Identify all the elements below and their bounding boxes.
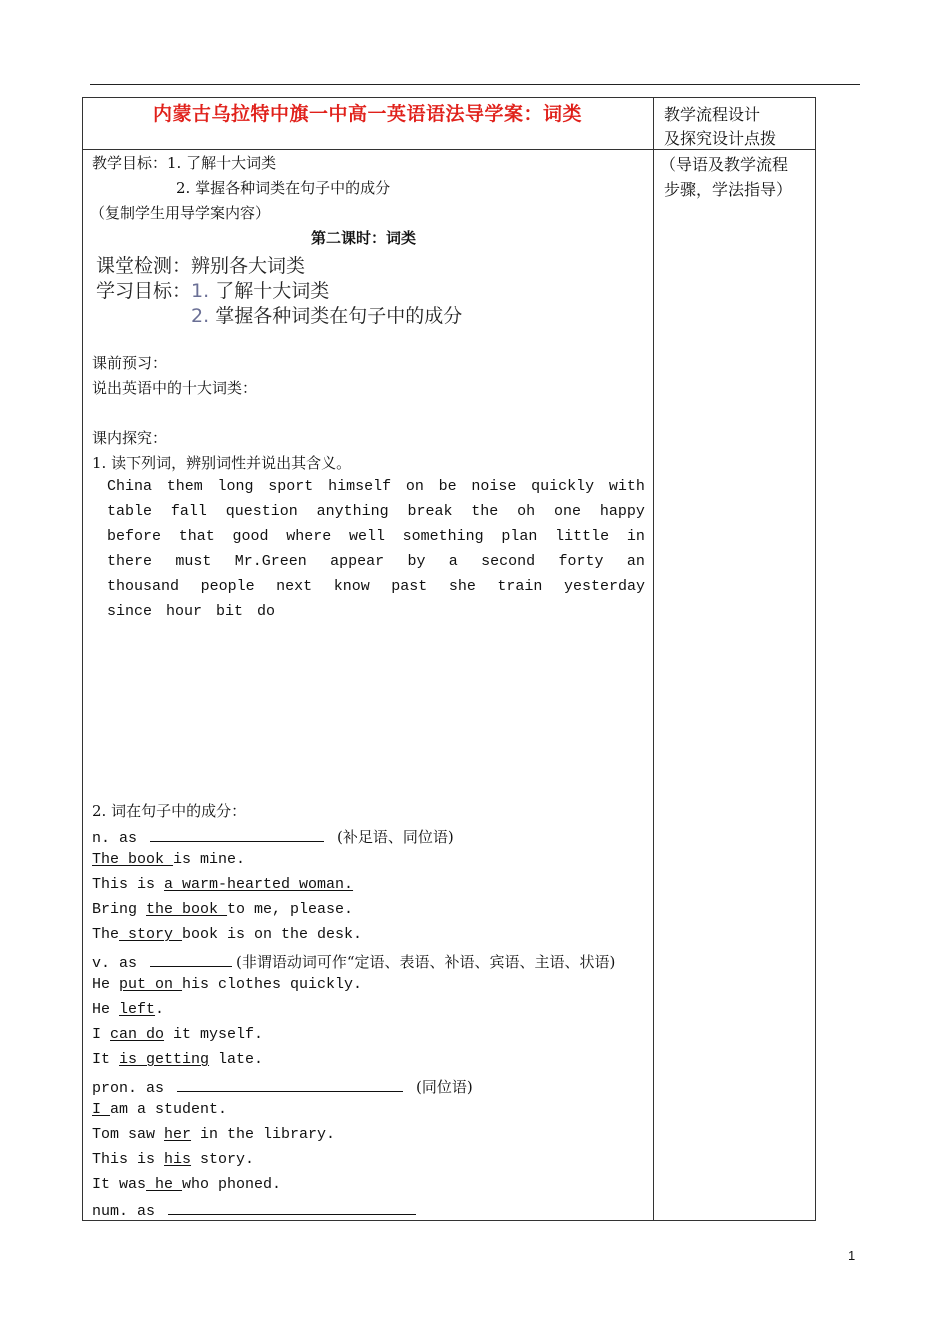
verb-note: (非谓语动词可作“定语、表语、补语、宾语、主语、状语) <box>236 953 616 971</box>
image-line3-num: 2. <box>191 305 210 327</box>
word-row-1 <box>107 478 645 495</box>
pron-example-3 <box>92 1151 254 1168</box>
page-title: 内蒙古乌拉特中旗一中高一英语语法导学案：词类 <box>152 103 582 125</box>
word: people <box>200 578 255 595</box>
verb-example-2 <box>92 1001 164 1018</box>
example-text: This is <box>92 1151 165 1168</box>
word: the <box>471 503 499 520</box>
side-note-line2: 步骤，学法指导） <box>664 180 793 199</box>
word: yesterday <box>563 578 645 595</box>
example-text: am a student. <box>110 1101 228 1118</box>
image-line3 <box>191 301 462 328</box>
word: question <box>225 503 298 520</box>
lesson-title: 第二课时：词类 <box>311 229 417 247</box>
noun-line <box>92 826 454 847</box>
word-row-2 <box>107 503 645 520</box>
word: do <box>257 603 276 620</box>
verb-blank[interactable] <box>150 952 232 967</box>
word: second <box>481 553 536 570</box>
pron-example-4 <box>92 1176 281 1193</box>
word: train <box>497 578 543 595</box>
word: a <box>448 553 458 570</box>
column-divider <box>653 97 654 1221</box>
goals-item2: 2. 掌握各种词类在句子中的成分 <box>176 179 391 197</box>
word: sport <box>268 478 314 495</box>
underlined-word: her <box>164 1126 192 1143</box>
example-text: late. <box>209 1051 264 1068</box>
word: before <box>107 528 162 545</box>
word: there <box>107 553 153 570</box>
pron-example-1 <box>92 1101 227 1118</box>
word: quickly <box>531 478 595 495</box>
page-number: 1 <box>848 1248 856 1263</box>
underlined-word: I <box>92 1101 111 1118</box>
word: where <box>286 528 332 545</box>
underlined-word: he <box>146 1176 183 1193</box>
underlined-word: put on <box>119 976 183 993</box>
copy-note: （复制学生用导学案内容） <box>90 204 271 222</box>
word: them <box>166 478 203 495</box>
image-line1: 课堂检测：辨别各大词类 <box>96 255 306 277</box>
example-text: is mine. <box>173 851 246 868</box>
pron-example-2 <box>92 1126 335 1143</box>
example-text: his clothes quickly. <box>182 976 363 993</box>
underlined-word: The book <box>92 851 174 868</box>
pron-line <box>92 1076 473 1097</box>
example-text: Tom saw <box>92 1126 165 1143</box>
word: hour <box>166 603 203 620</box>
word: she <box>448 578 476 595</box>
word: noise <box>471 478 517 495</box>
side-title-line2: 及探究设计点拨 <box>664 129 777 148</box>
underlined-word: can do <box>110 1026 165 1043</box>
example-text: to me, please. <box>227 901 354 918</box>
image-line2 <box>96 276 329 303</box>
word: know <box>333 578 370 595</box>
example-text: book is on the desk. <box>182 926 363 943</box>
word: good <box>232 528 269 545</box>
underlined-word: a warm-hearted woman. <box>164 876 354 893</box>
example-text: It was <box>92 1176 147 1193</box>
noun-example-2 <box>92 876 353 893</box>
image-line3-text: 掌握各种词类在句子中的成分 <box>215 305 463 327</box>
example-text: He <box>92 1001 120 1018</box>
example-text: The <box>92 926 120 943</box>
word-row-5 <box>107 578 645 595</box>
underlined-word: is getting <box>119 1051 210 1068</box>
word: something <box>402 528 484 545</box>
word: break <box>407 503 453 520</box>
goals-label: 教学目标：1. 了解十大词类 <box>92 154 277 172</box>
word: Mr.Green <box>234 553 307 570</box>
header-rule <box>90 84 860 85</box>
word: happy <box>599 503 645 520</box>
word: in <box>626 528 645 545</box>
example-text: It <box>92 1051 120 1068</box>
noun-note: (补足语、同位语) <box>337 828 454 846</box>
noun-prefix: n. as <box>92 830 138 847</box>
num-prefix: num. as <box>92 1203 156 1220</box>
example-text: it myself. <box>164 1026 264 1043</box>
example-text: Bring <box>92 901 147 918</box>
word: with <box>608 478 645 495</box>
preview-label: 课前预习： <box>92 354 168 372</box>
underlined-word: the book <box>146 901 228 918</box>
word: fall <box>170 503 207 520</box>
image-line2-num: 1. <box>191 280 210 302</box>
word: little <box>555 528 610 545</box>
word: an <box>626 553 645 570</box>
question-1: 1. 读下列词，辨别词性并说出其含义。 <box>92 454 352 472</box>
word: be <box>438 478 457 495</box>
noun-example-1 <box>92 851 245 868</box>
pron-prefix: pron. as <box>92 1080 165 1097</box>
word: well <box>348 528 385 545</box>
image-line2-label: 学习目标： <box>96 280 192 302</box>
word: that <box>178 528 215 545</box>
word: appear <box>330 553 385 570</box>
verb-prefix: v. as <box>92 955 138 972</box>
example-text: He <box>92 976 120 993</box>
example-text: This is <box>92 876 165 893</box>
word: China <box>107 478 153 495</box>
num-blank[interactable] <box>168 1200 416 1215</box>
example-text: . <box>155 1001 165 1018</box>
word: himself <box>328 478 392 495</box>
example-text: who phoned. <box>182 1176 282 1193</box>
question-2: 2. 词在句子中的成分： <box>92 802 247 820</box>
underlined-word: his <box>164 1151 192 1168</box>
explore-label: 课内探究： <box>92 429 168 447</box>
word: since <box>107 603 153 620</box>
word: one <box>554 503 582 520</box>
verb-example-3 <box>92 1026 263 1043</box>
preview-question: 说出英语中的十大词类： <box>92 379 258 397</box>
side-title-line1: 教学流程设计 <box>664 105 761 124</box>
example-text: in the library. <box>191 1126 336 1143</box>
example-text: story. <box>191 1151 255 1168</box>
word: past <box>391 578 428 595</box>
word: on <box>405 478 424 495</box>
noun-blank[interactable] <box>150 827 324 842</box>
word-row-4 <box>107 553 645 570</box>
word: anything <box>316 503 389 520</box>
word-row-6 <box>107 603 645 620</box>
num-line <box>92 1200 420 1220</box>
underlined-word: left <box>119 1001 156 1018</box>
side-note-line1: （导语及教学流程 <box>660 155 789 174</box>
noun-example-3 <box>92 901 353 918</box>
word: bit <box>216 603 244 620</box>
word: plan <box>501 528 538 545</box>
word: oh <box>517 503 536 520</box>
word: table <box>107 503 153 520</box>
word: long <box>217 478 254 495</box>
underlined-word: story <box>119 926 183 943</box>
image-line2-text: 了解十大词类 <box>215 280 330 302</box>
example-text: I <box>92 1026 111 1043</box>
word: next <box>276 578 313 595</box>
verb-line <box>92 951 615 972</box>
verb-example-4 <box>92 1051 263 1068</box>
verb-example-1 <box>92 976 362 993</box>
word: forty <box>558 553 604 570</box>
word: by <box>407 553 426 570</box>
header-row-divider <box>82 149 816 150</box>
pron-blank[interactable] <box>177 1077 403 1092</box>
word: thousand <box>107 578 180 595</box>
word-row-3 <box>107 528 645 545</box>
noun-example-4 <box>92 926 362 943</box>
word: must <box>175 553 212 570</box>
pron-note: (同位语) <box>416 1078 473 1096</box>
